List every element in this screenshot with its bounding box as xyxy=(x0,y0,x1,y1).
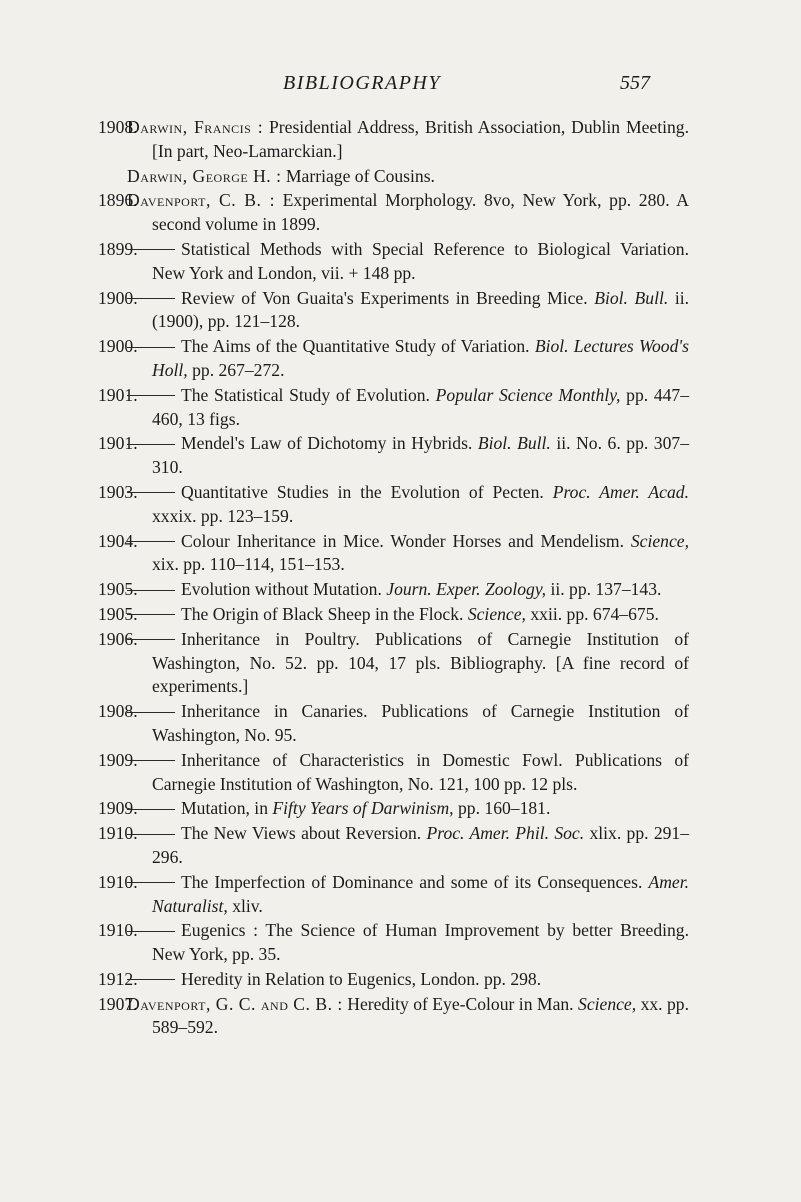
entry-year: 1909. xyxy=(98,798,138,819)
entry-details: xliv. xyxy=(232,895,263,916)
entry-details: xlix. pp. 291–296. xyxy=(152,823,690,867)
entry-title: The Aims of the Quantitative Study of Variation. xyxy=(181,336,530,357)
entry-year: 1908. xyxy=(98,117,138,137)
ditto-rule xyxy=(127,347,175,348)
ditto-rule xyxy=(127,760,175,761)
ditto-rule xyxy=(127,298,175,299)
entry-year: 1903. xyxy=(98,481,138,502)
entry-details: ii. (1900), pp. 121–128. xyxy=(152,287,690,332)
ditto-rule xyxy=(127,931,175,932)
entry-title: Heredity in Relation to Eugenics, London. pp. 298. xyxy=(181,968,542,989)
entry-text xyxy=(127,700,689,748)
entry-year: 1907. xyxy=(98,993,138,1014)
ditto-rule xyxy=(127,809,175,810)
entry-title: The Statistical Study of Evolution. xyxy=(181,384,430,405)
entry-text xyxy=(127,481,689,529)
bibliography-entry xyxy=(0,871,801,919)
entry-details: xxii. pp. 674–675. xyxy=(530,603,659,624)
entry-text xyxy=(127,165,689,189)
entry-text xyxy=(127,384,689,432)
entry-journal: Science, xyxy=(578,993,637,1014)
entry-title: Mutation, in xyxy=(181,798,268,819)
entry-text xyxy=(127,603,689,627)
ditto-rule xyxy=(127,614,175,615)
bibliography-entry xyxy=(0,116,801,164)
ditto-rule xyxy=(127,395,175,396)
bibliography-entry xyxy=(0,919,801,967)
ditto-rule xyxy=(127,541,175,542)
bibliography-entry xyxy=(0,165,801,189)
entry-details: pp. 160–181. xyxy=(458,798,551,819)
bibliography-entry xyxy=(0,749,801,797)
entry-text xyxy=(127,530,689,578)
ditto-rule xyxy=(127,492,175,493)
entry-text xyxy=(127,578,689,602)
entry-text xyxy=(127,628,689,699)
entry-title: Inheritance in Canaries. Publications of Carnegie Institution of Washington, No. 95. xyxy=(152,701,689,745)
bibliography-entry xyxy=(0,238,801,286)
bibliography-entry xyxy=(0,628,801,699)
entry-journal: Biol. Bull. xyxy=(477,433,551,454)
entry-details: pp. 447–460, 13 figs. xyxy=(152,384,690,429)
entry-year: 1905. xyxy=(98,579,138,600)
bibliography-entry xyxy=(0,822,801,870)
entry-details: xxxix. pp. 123–159. xyxy=(152,505,294,526)
entry-text xyxy=(127,749,689,797)
entry-title: The New Views about Reversion. xyxy=(181,823,422,844)
entry-title: The Origin of Black Sheep in the Flock. xyxy=(181,603,464,624)
entry-journal: Proc. Amer. Phil. Soc. xyxy=(426,823,585,844)
running-head-title: BIBLIOGRAPHY xyxy=(283,72,441,94)
ditto-rule xyxy=(127,712,175,713)
entry-journal: Amer. Naturalist, xyxy=(152,871,690,916)
entry-title: Evolution without Mutation. xyxy=(181,579,382,600)
entry-year: 1909. xyxy=(98,749,138,770)
entry-text xyxy=(127,287,689,335)
entry-journal: Fifty Years of Darwinism, xyxy=(272,798,454,819)
entry-text xyxy=(127,919,689,967)
bibliography-entry xyxy=(0,578,801,602)
entry-title: Experimental Morphology. 8vo, New York, pp. 280. A second volume in 1899. xyxy=(152,190,689,235)
entry-details: xx. pp. 589–592. xyxy=(152,993,689,1038)
entry-journal: Journ. Exper. Zoology, xyxy=(386,579,547,600)
entry-year: 1908. xyxy=(98,701,138,722)
entry-details: ii. pp. 137–143. xyxy=(550,579,662,600)
entry-journal: Biol. Lectures Wood's Holl, xyxy=(152,336,689,380)
entry-journal: Science, xyxy=(467,603,526,624)
entry-title: Inheritance in Poultry. Publications of Carnegie Institution of Washington, No. 52. pp. 104, 17 pls. Bibliography. [A fine record of experiments.] xyxy=(152,628,689,697)
entry-author: Davenport, G. C. and C. B. : xyxy=(127,993,343,1014)
ditto-rule xyxy=(127,639,175,640)
bibliography-entry xyxy=(0,432,801,480)
bibliography-entry xyxy=(0,700,801,748)
bibliography-entry xyxy=(0,797,801,821)
bibliography-entry xyxy=(0,189,801,237)
entry-title: Presidential Address, British Association, Dublin Meeting. [In part, Neo-Lamarckian.] xyxy=(152,117,689,161)
bibliography-entry xyxy=(0,287,801,335)
entry-year: 1900. xyxy=(98,336,138,357)
entry-year: 1901. xyxy=(98,384,138,405)
ditto-rule xyxy=(127,979,175,980)
entry-text xyxy=(127,993,689,1041)
entry-text xyxy=(127,797,689,821)
entry-title: Statistical Methods with Special Reference to Biological Variation. New York and London, vii. + 148 pp. xyxy=(152,238,689,283)
entry-title: Review of Von Guaita's Experiments in Breeding Mice. xyxy=(181,287,588,308)
entry-journal: Popular Science Monthly, xyxy=(435,384,621,405)
entry-journal: Science, xyxy=(630,530,689,551)
entry-title: The Imperfection of Dominance and some of its Consequences. xyxy=(181,871,643,892)
bibliography-entry xyxy=(0,530,801,578)
ditto-rule xyxy=(127,249,175,250)
ditto-rule xyxy=(127,882,175,883)
entry-title: Mendel's Law of Dichotomy in Hybrids. xyxy=(181,433,473,454)
entry-year: 1910. xyxy=(98,871,138,892)
entry-year: 1899. xyxy=(98,238,138,259)
entry-details: ii. No. 6. pp. 307–310. xyxy=(152,433,689,478)
entry-year: 1910. xyxy=(98,920,138,941)
running-head xyxy=(0,72,801,98)
bibliography-entry xyxy=(0,335,801,383)
entry-text xyxy=(127,432,689,480)
entry-title: Marriage of Cousins. xyxy=(285,165,435,186)
entry-details: pp. 267–272. xyxy=(192,359,285,380)
bibliography-entry xyxy=(0,384,801,432)
entry-title: Quantitative Studies in the Evolution of Pecten. xyxy=(181,481,544,502)
entry-title: Eugenics : The Science of Human Improvement by better Breeding. New York, pp. 35. xyxy=(152,920,689,965)
entry-year: 1906. xyxy=(98,628,138,649)
entry-author: Darwin, Francis : xyxy=(127,117,264,137)
entry-year: 1912. xyxy=(98,968,138,989)
bibliography-entry xyxy=(0,603,801,627)
bibliography-list xyxy=(0,116,801,1041)
ditto-rule xyxy=(127,834,175,835)
entry-year: 1901. xyxy=(98,433,138,454)
entry-journal: Proc. Amer. Acad. xyxy=(552,481,689,502)
entry-author: Darwin, George H. : xyxy=(127,165,282,186)
page-number: 557 xyxy=(620,72,650,94)
bibliography-entry xyxy=(0,481,801,529)
entry-title: Colour Inheritance in Mice. Wonder Horses and Mendelism. xyxy=(181,530,625,551)
entry-title: Heredity of Eye-Colour in Man. xyxy=(347,993,574,1014)
entry-text xyxy=(127,968,689,992)
entry-year: 1905. xyxy=(98,603,138,624)
entry-year: 1900. xyxy=(98,287,138,308)
entry-author: Davenport, C. B. : xyxy=(127,190,275,211)
ditto-rule xyxy=(127,590,175,591)
bibliography-entry xyxy=(0,993,801,1041)
entry-text xyxy=(127,871,689,919)
ditto-rule xyxy=(127,444,175,445)
entry-year: 1904. xyxy=(98,530,138,551)
entry-text xyxy=(127,189,689,237)
entry-text xyxy=(127,822,689,870)
entry-text xyxy=(127,116,689,164)
entry-journal: Biol. Bull. xyxy=(594,287,669,308)
entry-title: Inheritance of Characteristics in Domestic Fowl. Publications of Carnegie Institution of Washington, No. 121, 100 pp. 12 pls. xyxy=(152,749,689,794)
entry-text xyxy=(127,335,689,383)
entry-details: xix. pp. 110–114, 151–153. xyxy=(152,554,345,575)
entry-year: 1910. xyxy=(98,823,138,844)
entry-text xyxy=(127,238,689,286)
entry-year: 1896. xyxy=(98,190,138,211)
bibliography-entry xyxy=(0,968,801,992)
